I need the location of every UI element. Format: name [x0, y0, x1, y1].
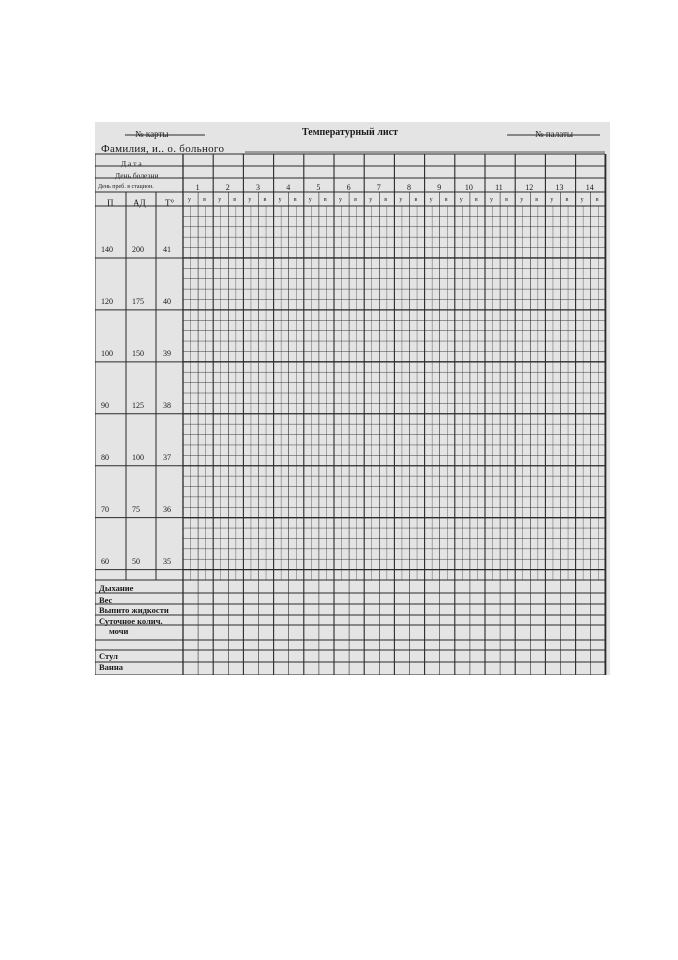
pulse-scale-value: 120	[101, 296, 113, 306]
day-number: 10	[464, 183, 473, 192]
bp-scale-value: 50	[132, 556, 140, 566]
day-number: 4	[286, 183, 291, 192]
evening-mark: в	[203, 197, 206, 203]
evening-mark: в	[323, 197, 327, 203]
evening-mark: в	[565, 197, 569, 203]
morning-mark: у	[218, 197, 222, 203]
bp-scale-value: 175	[132, 296, 144, 306]
evening-mark: в	[595, 197, 599, 203]
illness-day-label: День болезни	[115, 171, 159, 180]
urine-label-line2: мочи	[109, 626, 129, 636]
morning-mark: у	[248, 197, 252, 203]
evening-mark: в	[535, 197, 539, 203]
evening-mark: в	[414, 197, 418, 203]
bp-scale-value: 100	[132, 452, 144, 462]
evening-mark: в	[505, 197, 508, 203]
temperature-sheet	[95, 122, 610, 675]
day-number: 9	[437, 183, 442, 192]
day-number: 12	[525, 183, 534, 192]
temp-scale-value: 35	[163, 556, 171, 566]
evening-mark: в	[444, 197, 448, 203]
bp-scale-value: 150	[132, 348, 144, 358]
evening-mark: в	[233, 197, 237, 203]
urine-label-line1: Суточное колич.	[99, 616, 163, 626]
morning-mark: у	[429, 197, 433, 203]
morning-mark: у	[339, 197, 342, 203]
sheet-title: Температурный лист	[302, 127, 398, 138]
morning-mark: у	[399, 197, 403, 203]
pulse-scale-value: 60	[101, 556, 109, 566]
temp-scale-value: 36	[163, 504, 171, 514]
morning-mark: у	[308, 197, 312, 203]
day-number: 3	[256, 183, 260, 192]
morning-mark: у	[490, 197, 493, 203]
temp-scale-value: 38	[163, 400, 171, 410]
day-number: 2	[225, 183, 230, 192]
morning-mark: у	[188, 197, 191, 203]
morning-mark: у	[550, 197, 554, 203]
bath-label: Ванна	[99, 662, 123, 672]
day-number: 13	[555, 183, 564, 192]
card-number-label: № карты	[135, 129, 169, 139]
evening-mark: в	[384, 197, 388, 203]
day-number: 1	[195, 183, 200, 192]
morning-mark: у	[278, 197, 282, 203]
pulse-scale-value: 80	[101, 452, 109, 462]
stay-day-label: День преб. в стацион.	[98, 184, 154, 190]
pulse-scale-value: 140	[101, 244, 113, 254]
day-number: 11	[495, 183, 503, 192]
temp-scale-value: 37	[163, 452, 171, 462]
day-number: 6	[346, 183, 351, 192]
morning-mark: у	[459, 197, 463, 203]
fluid-label: Выпито жидкости	[99, 605, 169, 615]
pulse-scale-value: 70	[101, 504, 109, 514]
weight-label: Вес	[99, 595, 113, 605]
temp-scale-value: 41	[163, 244, 171, 254]
temp-header: Т°	[165, 198, 175, 208]
morning-mark: у	[520, 197, 524, 203]
bp-header: АД	[133, 198, 146, 208]
day-number: 5	[316, 183, 321, 192]
day-number: 8	[407, 183, 411, 192]
evening-mark: в	[474, 197, 478, 203]
ward-number-label: № палаты	[535, 129, 573, 139]
temp-scale-value: 39	[163, 348, 171, 358]
temp-scale-value: 40	[163, 296, 171, 306]
evening-mark: в	[293, 197, 297, 203]
morning-mark: у	[369, 197, 373, 203]
date-label: Д а т а	[121, 159, 142, 168]
patient-name-label: Фамилия, и.. о. больного	[101, 143, 225, 155]
evening-mark: в	[263, 197, 267, 203]
pulse-header: П	[107, 198, 114, 208]
pulse-scale-value: 90	[101, 400, 109, 410]
bp-scale-value: 200	[132, 244, 144, 254]
breathing-label: Дыхание	[99, 583, 134, 593]
bp-scale-value: 125	[132, 400, 144, 410]
pulse-scale-value: 100	[101, 348, 113, 358]
bp-scale-value: 75	[132, 504, 140, 514]
stool-label: Стул	[99, 651, 118, 661]
morning-mark: у	[580, 197, 584, 203]
day-number: 7	[376, 183, 381, 192]
evening-mark: в	[354, 197, 357, 203]
day-number: 14	[585, 183, 594, 192]
